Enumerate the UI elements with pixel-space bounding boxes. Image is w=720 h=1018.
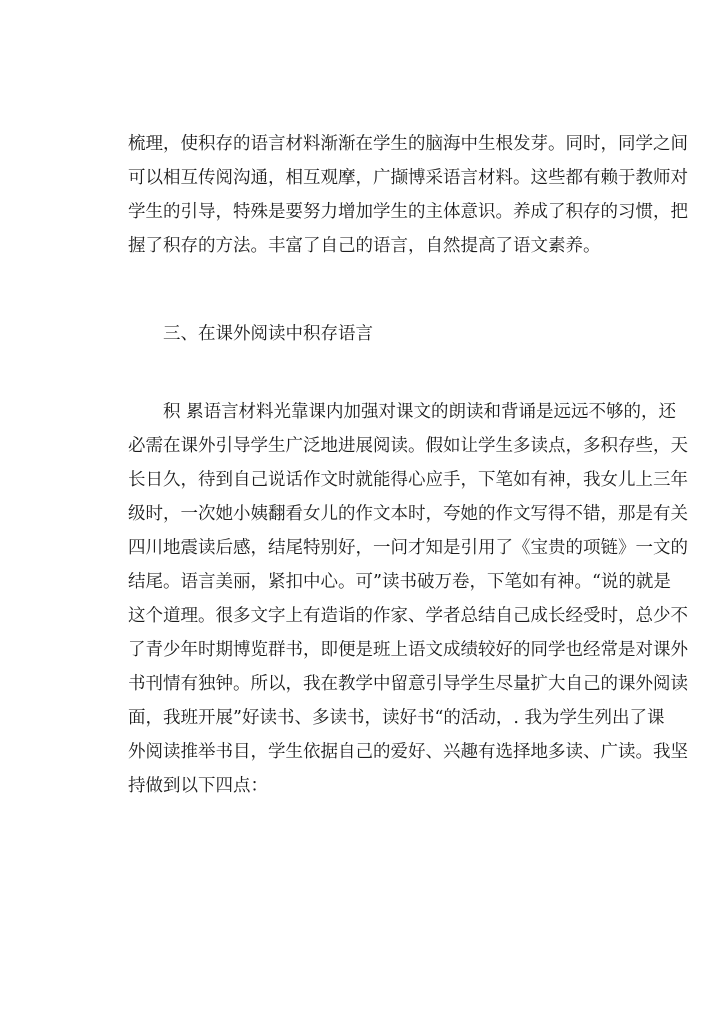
paragraph-2-line-5: 四川地震读后感，结尾特别好，一问才知是引用了《宝贵的项链》一文的 [128,538,688,558]
paragraph-1-line-4: 握了积存的方法。丰富了自己的语言，自然提高了语文素养。 [128,236,601,256]
paragraph-1-line-1: 梳理，使积存的语言材料渐渐在学生的脑海中生根发芽。同时，同学之间 [128,134,688,154]
paragraph-2-line-3: 长日久，待到自己说话作文时就能得心应手，下笔如有神，我女儿上三年 [128,470,688,490]
paragraph-2-line-12: 持做到以下四点： [128,776,268,796]
paragraph-2-line-4: 级时，一次她小姨翻看女儿的作文本时，夸她的作文写得不错，那是有关 [128,504,688,524]
section-heading: 三、在课外阅读中积存语言 [163,324,373,344]
paragraph-2-line-8: 了青少年时期博览群书，即便是班上语文成绩较好的同学也经常是对课外 [128,640,688,660]
paragraph-2-line-6: 结尾。语言美丽，紧扣中心。可”读书破万卷，下笔如有神。“说的就是 [128,572,671,592]
paragraph-2-line-9: 书刊情有独钟。所以，我在教学中留意引导学生尽量扩大自己的课外阅读 [128,674,688,694]
paragraph-2-line-10: 面，我班开展”好读书、多读书，读好书“的活动，. 我为学生列出了课 [128,708,665,728]
paragraph-2-line-11: 外阅读推举书目，学生依据自己的爱好、兴趣有选择地多读、广读。我坚 [128,742,688,762]
paragraph-2-line-2: 必需在课外引导学生广泛地进展阅读。假如让学生多读点，多积存些，天 [128,436,688,456]
paragraph-1-line-2: 可以相互传阅沟通，相互观摩，广撷博采语言材料。这些都有赖于教师对 [128,168,688,188]
paragraph-1-line-3: 学生的引导，特殊是要努力增加学生的主体意识。养成了积存的习惯，把 [128,202,688,222]
paragraph-2-line-1: 积 累语言材料光靠课内加强对课文的朗读和背诵是远远不够的，还 [163,402,677,422]
paragraph-2-line-7: 这个道理。很多文字上有造诣的作家、学者总结自己成长经受时，总少不 [128,606,688,626]
